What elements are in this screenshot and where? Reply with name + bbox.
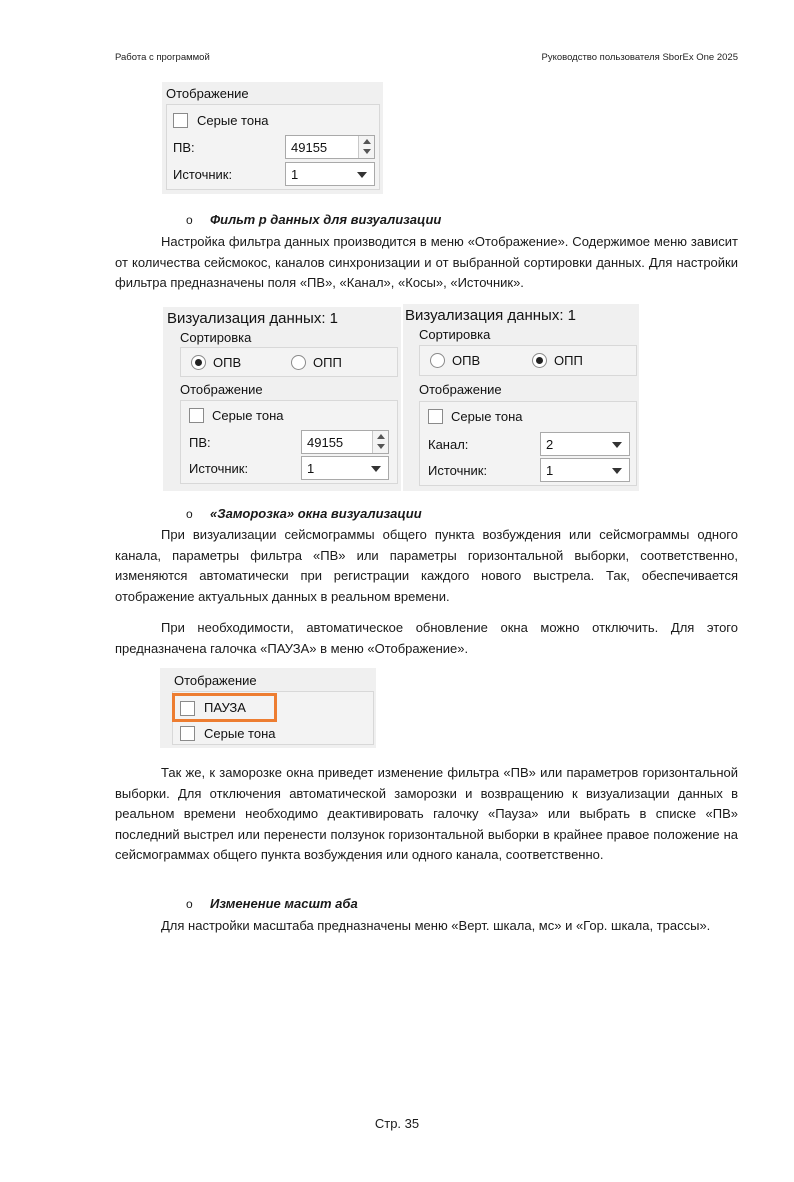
- grayscale-checkbox[interactable]: [428, 409, 443, 424]
- radio-opp[interactable]: [291, 355, 306, 370]
- grayscale-checkbox[interactable]: [189, 408, 204, 423]
- paragraph: Для настройки масштаба предназначены меню «Верт. шкала, мс» и «Гор. шкала, трассы».: [161, 918, 711, 933]
- display-group-title: Отображение: [174, 673, 257, 688]
- display-group-title: Отображение: [419, 382, 502, 397]
- pause-panel-screenshot: [160, 668, 376, 748]
- section-heading-freeze: [186, 506, 422, 521]
- source-value: 1: [307, 461, 315, 476]
- grayscale-checkbox[interactable]: [173, 113, 188, 128]
- spin-arrows-icon[interactable]: [358, 136, 374, 158]
- pv-spinbox[interactable]: [285, 135, 375, 159]
- source-label: Источник:: [428, 463, 488, 478]
- pv-value: 49155: [291, 140, 328, 155]
- source-combo[interactable]: [285, 162, 375, 186]
- channel-label: Канал:: [428, 437, 469, 452]
- paragraph: При визуализации сейсмограммы общего пункта возбуждения или сейсмограммы одного канала, параметры фильтра «ПВ» или параметры горизонтальной выборки, соответственно, изменяются автоматически при регистрации каждого нового выстрела. Так, обеспечивается отображение актуальных данных в реальном времени.: [115, 527, 738, 604]
- pv-value: 49155: [307, 435, 344, 450]
- header-left: Работа с программой: [115, 52, 210, 63]
- display-panel-screenshot: [162, 82, 383, 194]
- source-label: Источник:: [173, 167, 233, 182]
- source-combo[interactable]: [540, 458, 630, 482]
- chevron-down-icon: [612, 468, 622, 474]
- bullet-mark: o: [186, 213, 193, 227]
- chevron-down-icon: [612, 442, 622, 448]
- display-group-title: Отображение: [180, 382, 263, 397]
- paragraph: При необходимости, автоматическое обновление окна можно отключить. Для этого предназначена галочка «ПАУЗА» в меню «Отображение».: [115, 620, 738, 656]
- pv-label: ПВ:: [173, 140, 195, 155]
- radio-opv[interactable]: [191, 355, 206, 370]
- pause-highlight: [172, 693, 277, 722]
- pause-label: ПАУЗА: [204, 700, 246, 715]
- section-heading-scale: [186, 896, 358, 911]
- grayscale-label: Серые тона: [212, 408, 284, 423]
- section-heading-filter: [186, 212, 441, 227]
- radio-opp[interactable]: [532, 353, 547, 368]
- radio-opv-label: ОПВ: [213, 355, 242, 370]
- sort-group-title: Сортировка: [180, 330, 252, 345]
- radio-opp-label: ОПП: [313, 355, 342, 370]
- header-right: Руководство пользователя SborEx One 2025: [541, 52, 738, 63]
- display-group: [419, 401, 637, 486]
- section-title: Изменение масшт аба: [210, 896, 358, 911]
- grayscale-checkbox[interactable]: [180, 726, 195, 741]
- bullet-mark: o: [186, 507, 193, 521]
- grayscale-label: Серые тона: [197, 113, 269, 128]
- radio-opv[interactable]: [430, 353, 445, 368]
- grayscale-label: Серые тона: [451, 409, 523, 424]
- sort-group-title: Сортировка: [419, 327, 491, 342]
- source-label: Источник:: [189, 461, 249, 476]
- radio-opp-label: ОПП: [554, 353, 583, 368]
- display-group: [166, 104, 380, 190]
- source-combo[interactable]: [301, 456, 389, 480]
- paragraph: Так же, к заморозке окна приведет изменение фильтра «ПВ» или параметров горизонтальной выборки. Для отключения автоматической заморозки и возвращению к визуализации данных в реальном времени необходимо деактивировать галочку «Пауза» или выбрать в списке «ПВ» последний выстрел или перенести ползунок горизонтальной выборки в крайнее правое положение на сейсмограммах общего пункта возбуждения или одного канала, соответственно.: [115, 765, 738, 862]
- spin-arrows-icon[interactable]: [372, 431, 388, 453]
- section-title: Фильт р данных для визуализации: [210, 212, 442, 227]
- chevron-down-icon: [357, 172, 367, 178]
- visualization-title: Визуализация данных: 1: [405, 307, 576, 324]
- paragraph: Настройка фильтра данных производится в меню «Отображение». Содержимое меню зависит от количества сейсмокос, каналов синхронизации и от выбранной сортировки данных. Для настройки фильтра предназначены поля «ПВ», «Канал», «Косы», «Источник».: [115, 234, 738, 290]
- pv-spinbox[interactable]: [301, 430, 389, 454]
- sort-group: [419, 345, 637, 376]
- channel-combo[interactable]: [540, 432, 630, 456]
- page-number: Стр. 35: [374, 1116, 420, 1131]
- sort-group: [180, 347, 398, 377]
- section-title: «Заморозка» окна визуализации: [210, 506, 422, 521]
- chevron-down-icon: [371, 466, 381, 472]
- radio-opv-label: ОПВ: [452, 353, 481, 368]
- bullet-mark: o: [186, 897, 193, 911]
- visualization-panel-right: [403, 304, 639, 491]
- visualization-panel-left: [163, 307, 401, 491]
- source-value: 1: [546, 463, 554, 478]
- source-value: 1: [291, 167, 299, 182]
- grayscale-label: Серые тона: [204, 726, 276, 741]
- display-group: [180, 400, 398, 484]
- pv-label: ПВ:: [189, 435, 211, 450]
- visualization-title: Визуализация данных: 1: [167, 310, 338, 327]
- channel-value: 2: [546, 437, 554, 452]
- display-group-title: Отображение: [166, 86, 249, 101]
